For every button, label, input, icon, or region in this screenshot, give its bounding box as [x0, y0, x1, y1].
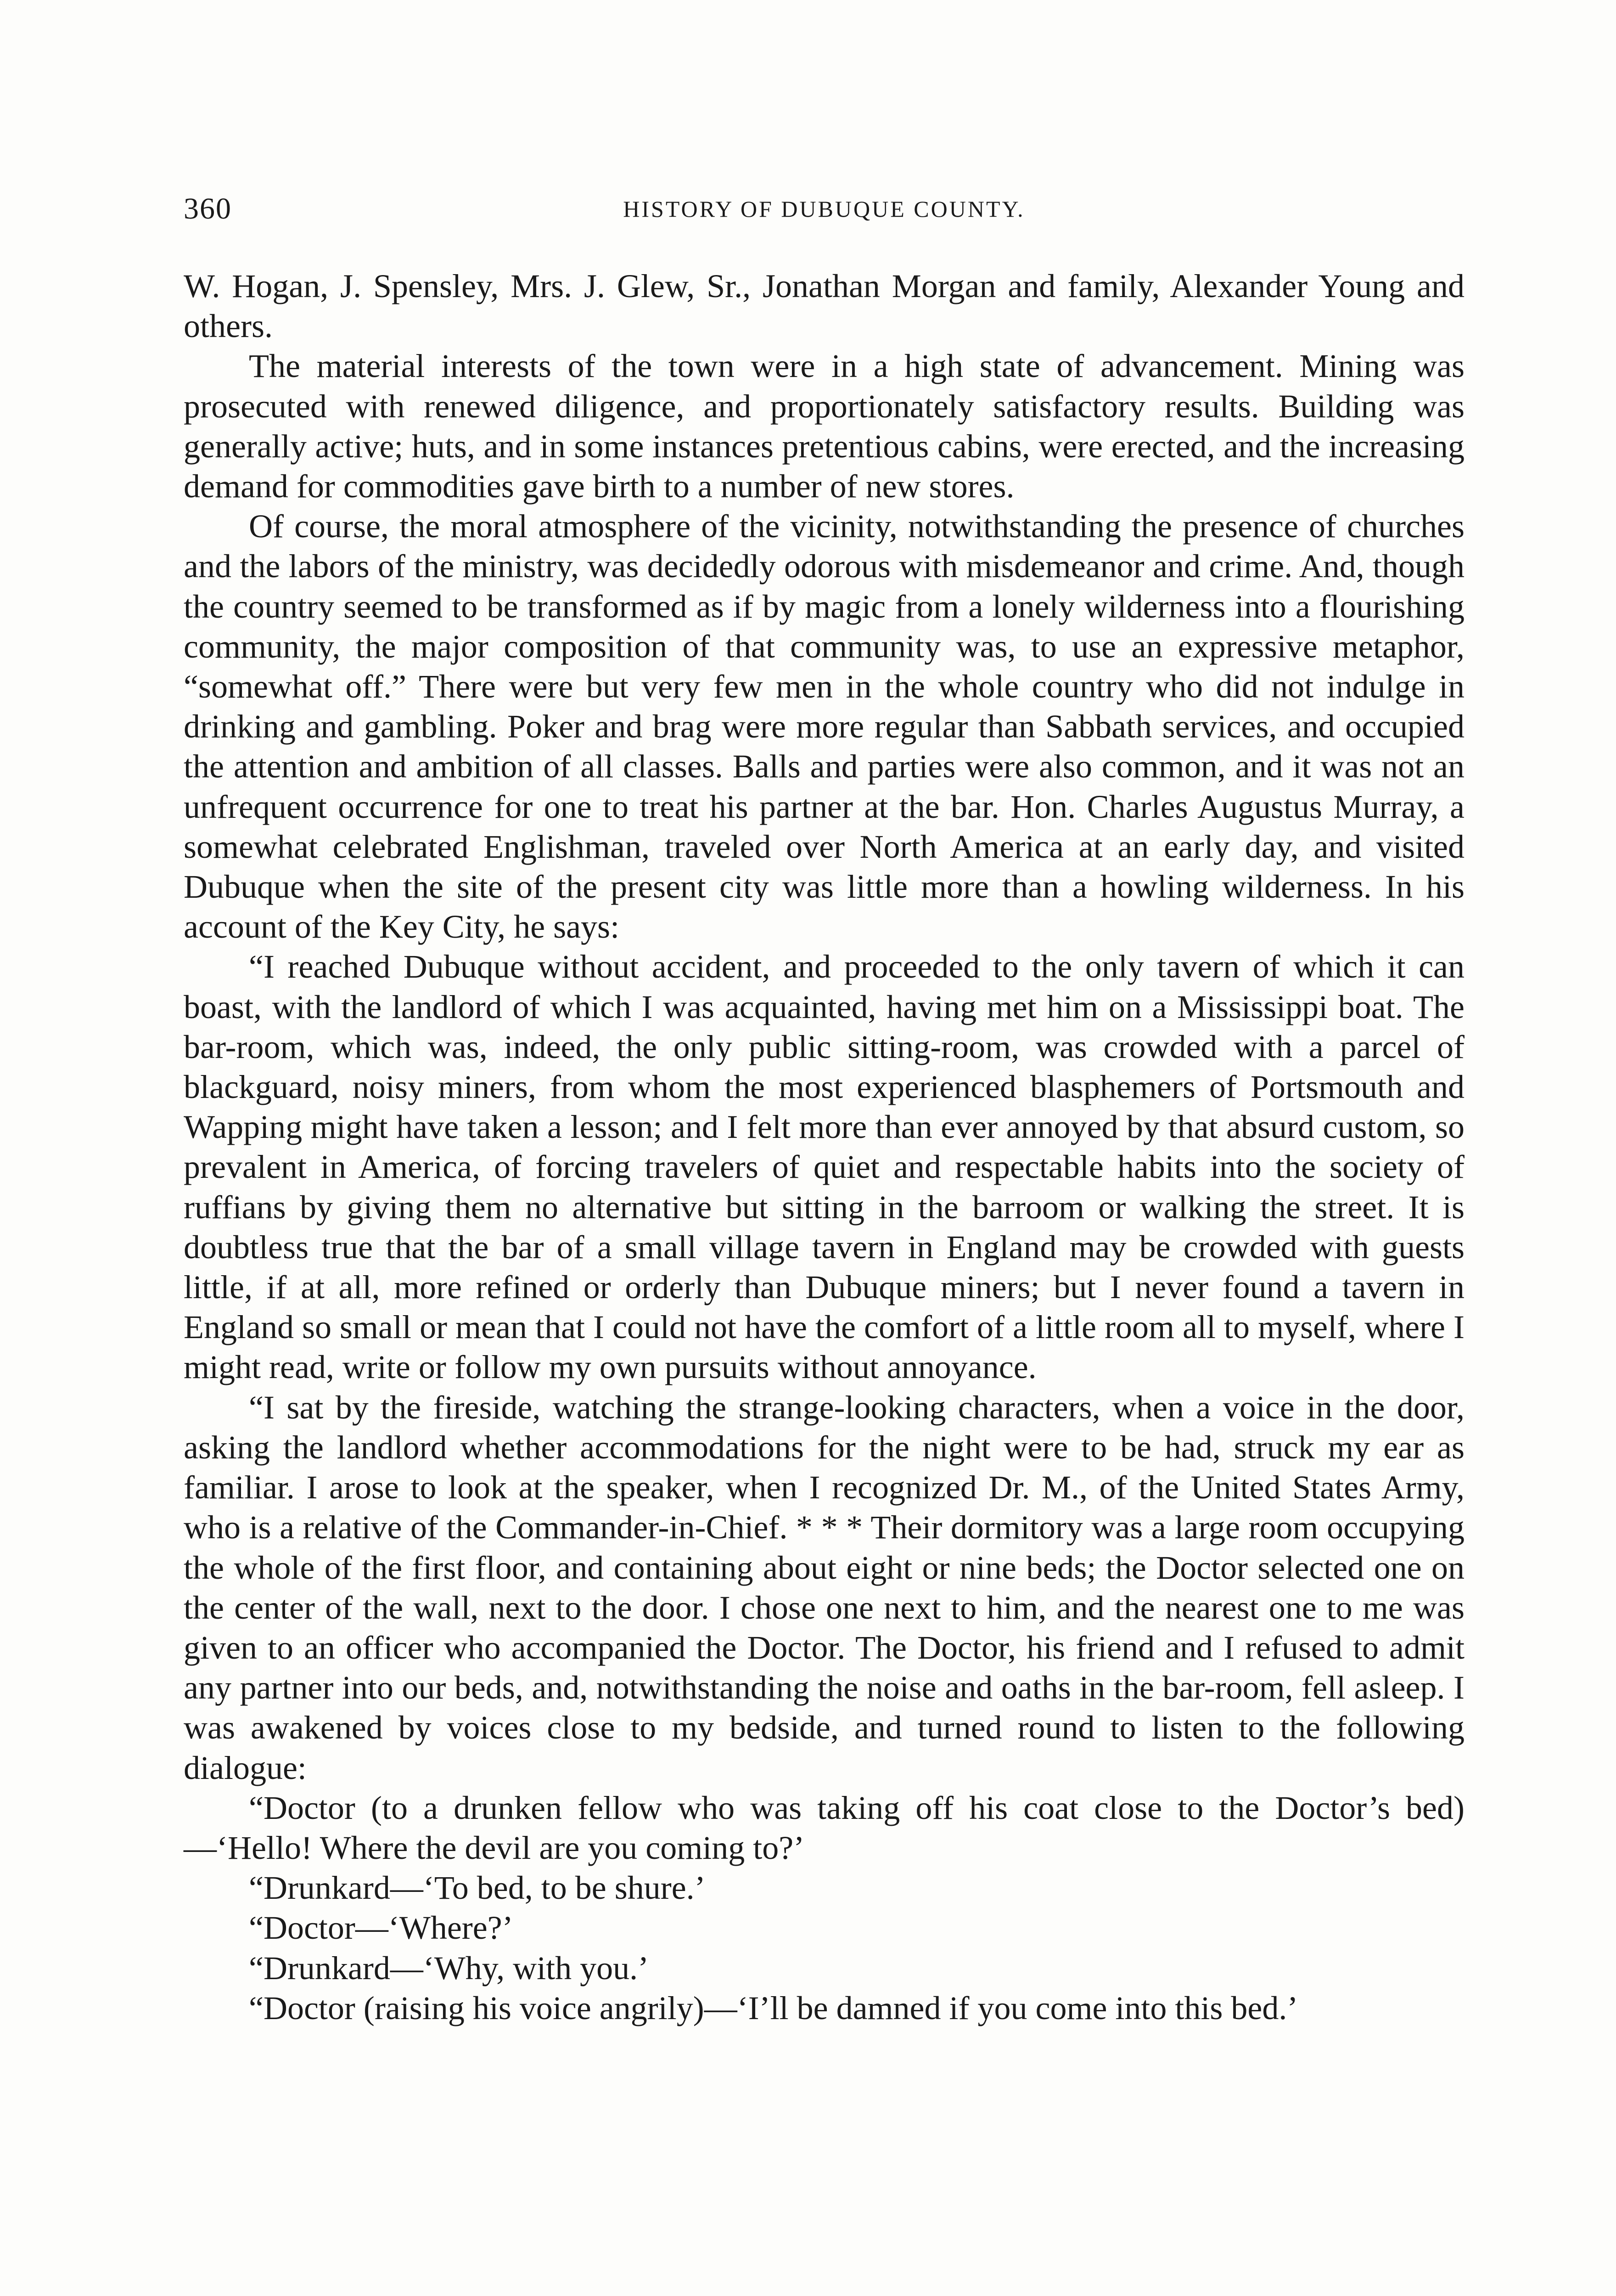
dialogue-line-drunkard-bed: “Drunkard—‘To bed, to be shure.’ [249, 1869, 706, 1907]
page-number: 360 [184, 192, 232, 225]
dialogue-line-doctor-where: “Doctor—‘Where?’ [249, 1909, 513, 1947]
dialogue-line-doctor-angry: “Doctor (raising his voice angrily)—‘I’ll be damned if you come into this bed.’ [249, 1989, 1298, 2026]
running-title: HISTORY OF DUBUQUE COUNTY. [623, 196, 1025, 222]
body-text [184, 266, 1464, 2028]
paragraph-moral-atmosphere: Of course, the moral atmosphere of the vicinity, notwithstanding the presence of churches and the labors of the ministry, was decidedly odorous with misdemeanor and crime. And, though the country seemed to be transformed as if by magic from a lonely wilderness into a flourishing community, the major composition of that community was, to use an expressive metaphor, “somewhat off.” There were but very few men in the whole country who did not indulge in drinking and gambling. Poker and brag were more regular than Sabbath services, and occupied the attention and ambition of all classes. Balls and parties were also common, and it was not an unfrequent occurrence for one to treat his partner at the bar. Hon. Charles Augustus Murray, a somewhat celebrated Englishman, traveled over North America at an early day, and visited Dubuque when the site of the present city was little more than a howling wilderness. In his account of the Key City, he says: [184, 508, 1464, 945]
running-head [184, 184, 1464, 239]
quote-paragraph-fireside: “I sat by the fireside, watching the strange-looking characters, when a voice in the door, asking the landlord whether accommodations for the night were to be had, struck my ear as familiar. I arose to look at the speaker, when I recognized Dr. M., of the United States Army, who is a relative of the Commander-in-Chief. * * * Their dormitory was a large room occupying the whole of the first floor, and containing about eight or nine beds; the Doctor selected one on the center of the wall, next to the door. I chose one next to him, and the nearest one to me was given to an officer who accompanied the Doctor. The Doctor, his friend and I refused to admit any partner into our beds, and, notwithstanding the noise and oaths in the bar-room, fell asleep. I was awakened by voices close to my bedside, and turned round to listen to the following dialogue: [184, 1389, 1464, 1786]
dialogue-line-doctor-hello: “Doctor (to a drunken fellow who was taking off his coat close to the Doctor’s bed)—‘Hello! Where the devil are you coming to?’ [184, 1789, 1464, 1866]
quote-paragraph-tavern: “I reached Dubuque without accident, and proceeded to the only tavern of which it can boast, with the landlord of which I was acquainted, having met him on a Mississippi boat. The bar-room, which was, indeed, the only public sitting-room, was crowded with a parcel of blackguard, noisy miners, from whom the most experienced blasphemers of Portsmouth and Wapping might have taken a lesson; and I felt more than ever annoyed by that absurd custom, so prevalent in America, of forcing travelers of quiet and respectable habits into the society of ruffians by giving them no alternative but sitting in the barroom or walking the street. It is doubtless true that the bar of a small village tavern in England may be crowded with guests little, if at all, more refined or orderly than Dubuque miners; but I never found a tavern in England so small or mean that I could not have the comfort of a little room all to myself, where I might read, write or follow my own pursuits without annoyance. [184, 948, 1464, 1386]
dialogue-line-drunkard-you: “Drunkard—‘Why, with you.’ [249, 1949, 649, 1986]
paragraph-material-interests: The material interests of the town were in a high state of advancement. Mining was prosecuted with renewed diligence, and proportionately satisfactory results. Building was generally active; huts, and in some instances pretentious cabins, were erected, and the increasing demand for commodities gave birth to a number of new stores. [184, 348, 1464, 505]
paragraph-continuation: W. Hogan, J. Spensley, Mrs. J. Glew, Sr., Jonathan Morgan and family, Alexander Young and others. [184, 268, 1464, 345]
